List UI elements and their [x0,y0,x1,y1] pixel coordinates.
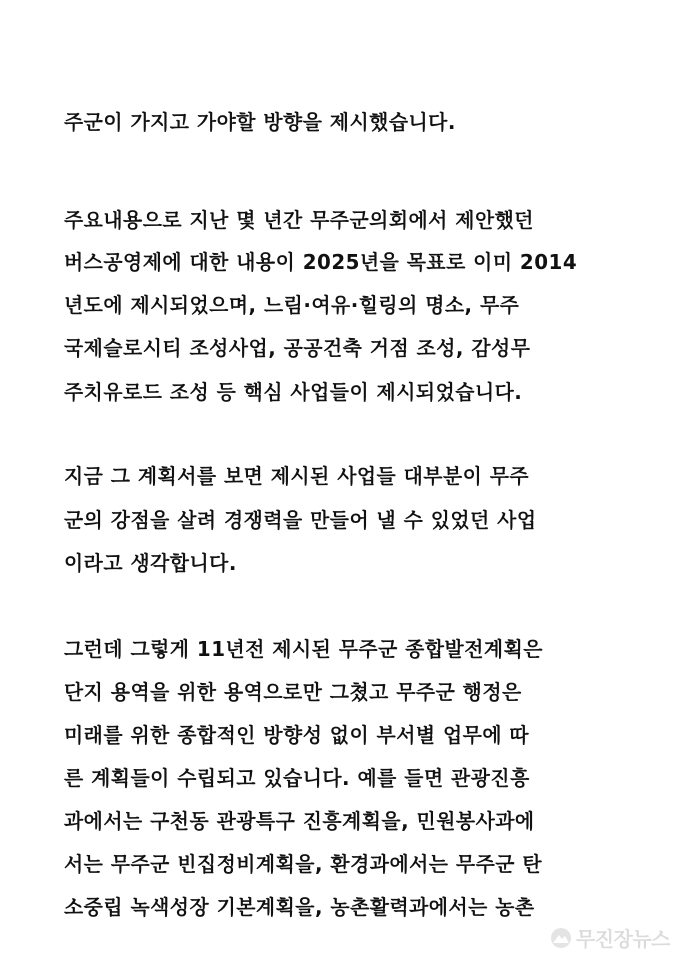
mountain-logo-icon [550,927,572,949]
text-line: 주치유로드 조성 등 핵심 사업들이 제시되었습니다. [64,380,523,404]
watermark-text: 무진장뉴스 [575,929,670,951]
text-line: 지금 그 계획서를 보면 제시된 사업들 대부분이 무주 [64,464,530,488]
text-line: 주군이 가지고 가야할 방향을 제시했습니다. [64,110,456,134]
text-line: 단지 용역을 위한 용역으로만 그쳤고 무주군 행정은 [64,680,522,704]
text-line: 이라고 생각합니다. [64,551,237,575]
text-line: 국제슬로시티 조성사업, 공공건축 거점 조성, 감성무 [64,336,531,360]
text-line: 년도에 제시되었으며, 느림·여유·힐링의 명소, 무주 [64,293,520,317]
text-line: 군의 강점을 살려 경쟁력을 만들어 낼 수 있었던 사업 [64,508,537,532]
text-line: 과에서는 구천동 관광특구 진흥계획을, 민원봉사과에 [64,809,535,833]
text-line: 버스공영제에 대한 내용이 2025년을 목표로 이미 2014 [64,250,578,274]
text-line: 주요내용으로 지난 몇 년간 무주군의회에서 제안했던 [64,208,534,232]
watermark [550,923,670,952]
text-line: 소중립 녹색성장 기본계획을, 농촌활력과에서는 농촌 [64,895,535,919]
text-line: 서는 무주군 빈집정비계획을, 환경과에서는 무주군 탄 [64,852,543,876]
text-line: 그런데 그렇게 11년전 제시된 무주군 종합발전계획은 [64,637,543,661]
text-line: 미래를 위한 종합적인 방향성 없이 부서별 업무에 따 [64,723,530,747]
text-line: 른 계획들이 수립되고 있습니다. 예를 들면 관광진흥 [64,766,530,790]
